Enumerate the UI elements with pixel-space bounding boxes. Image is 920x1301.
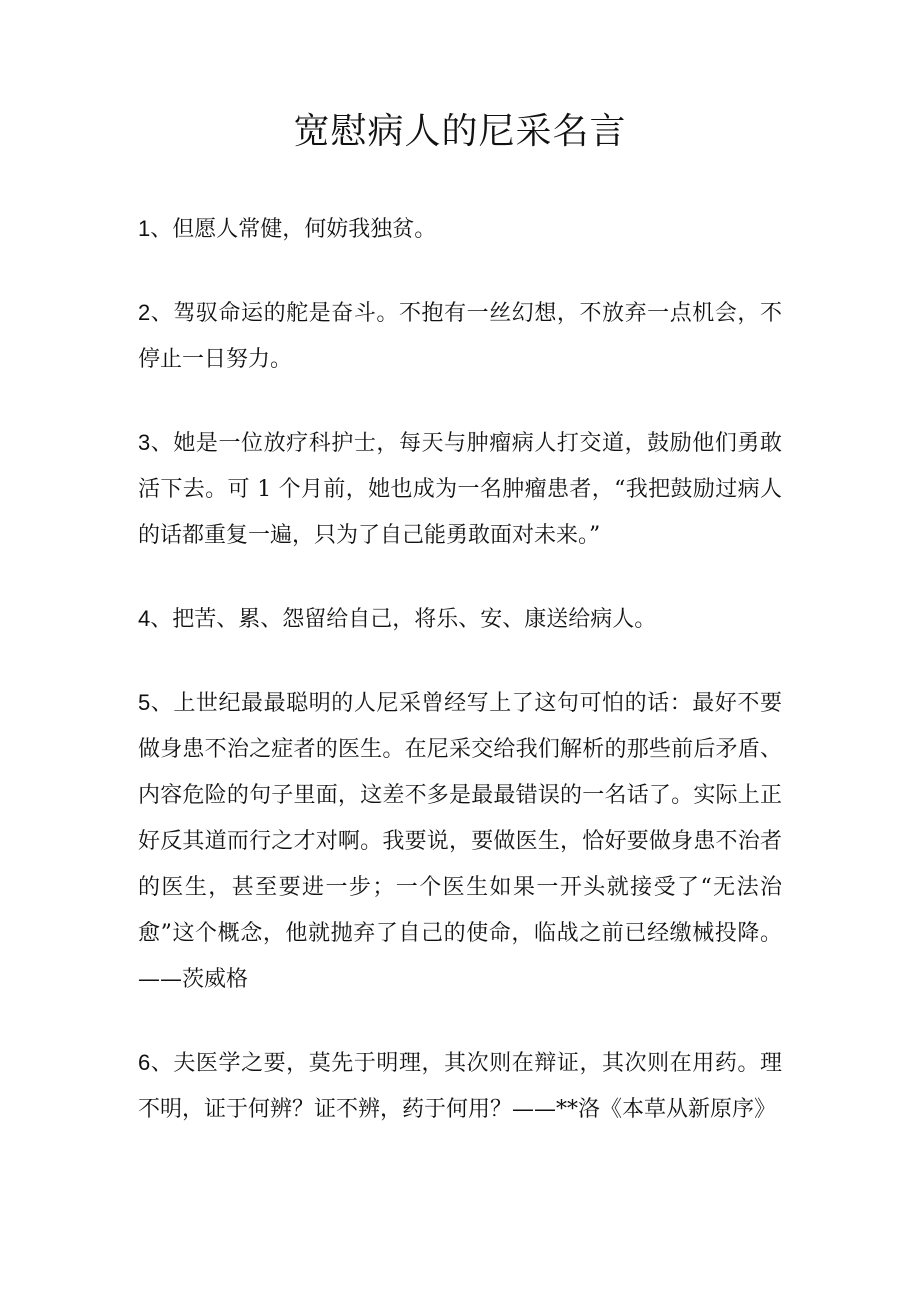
quote-item-3 <box>138 420 782 559</box>
quote-number: 2 <box>138 300 151 325</box>
quote-item-4 <box>138 596 782 643</box>
quote-number: 6 <box>138 1050 151 1075</box>
quote-text: 、但愿人常健，何妨我独贫。 <box>150 217 437 242</box>
quote-item-5 <box>138 680 782 1003</box>
document-title: 宽慰病人的尼采名言 <box>293 111 627 152</box>
quote-item-1 <box>138 206 782 253</box>
quote-number: 4 <box>138 606 151 631</box>
quote-text: 、驾驭命运的舵是奋斗。不抱有一丝幻想，不放弃一点机会，不停止一日努力。 <box>138 301 782 372</box>
quote-number: 3 <box>138 430 151 455</box>
quote-number: 5 <box>138 690 151 715</box>
quote-text: 、上世纪最最聪明的人尼采曾经写上了这句可怕的话：最好不要做身患不治之症者的医生。在尼采交给我们解析的那些前后矛盾、内容危险的句子里面，这差不多是最最错误的一名话了。实际上正好反其道而行之才对啊。我要说，要做医生，恰好要做身患不治者的医生，甚至要进一步；一个医生如果一开头就接受了“无法治愈”这个概念，他就抛弃了自己的使命，临战之前已经缴械投降。——茨威格 <box>138 691 782 992</box>
quote-number: 1 <box>138 216 151 241</box>
quote-item-6 <box>138 1040 782 1133</box>
quote-text: 、她是一位放疗科护士，每天与肿瘤病人打交道，鼓励他们勇敢活下去。可 1 个月前，她也成为一名肿瘤患者，“我把鼓励过病人的话都重复一遍，只为了自己能勇敢面对未来。” <box>138 431 782 548</box>
quote-text: 、把苦、累、怨留给自己，将乐、安、康送给病人。 <box>150 607 657 632</box>
quote-item-2 <box>138 290 782 383</box>
quote-text: 、夫医学之要，莫先于明理，其次则在辩证，其次则在用药。理不明，证于何辨？证不辨，药于何用？——**洛《本草从新原序》 <box>138 1051 782 1122</box>
quote-list <box>138 206 782 1133</box>
